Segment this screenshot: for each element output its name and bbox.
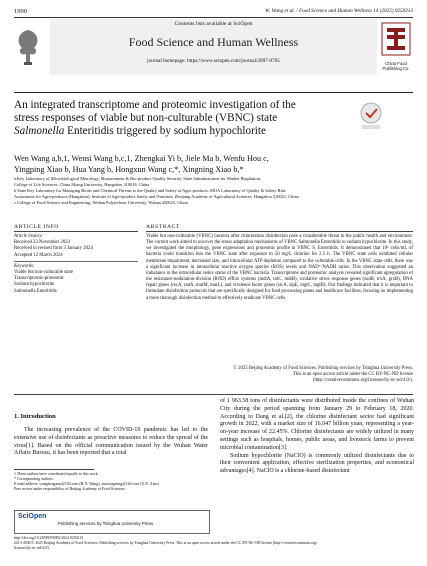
affiliation-line: a Key Laboratory of Microbiological Metrology, Measurement & Bio-product Quality Security, State Administration for Market Regulation, [14,176,261,181]
accepted-date: Accepted 12 March 2024 [14,252,63,258]
journal-homepage-link[interactable]: journal homepage: https://www.sciopen.com/journal/2097-0765 [147,58,280,64]
article-info-rule [14,231,138,232]
footnote-line: E-mail address: wanghongxun@163.com (H.X. Wang); xiaoxingning@126.com (X.N. Xiao) [14,482,159,486]
affiliation-line: c College of Food Science and Engineering, Wuhan Polytechnic University, Wuhan 430023, China [14,200,188,205]
doi-link[interactable]: http://doi.org/10.26599/FSHW.2024.9250213 [14,536,84,540]
footnote-line: 1 These authors have contributed equally to this work. [14,472,99,476]
running-header: W. Wang et al. / Food Science and Human Wellness 14 (2025) 9250213 [265,8,413,14]
affiliation-line: Assessment for Agro-products (Hangzhou), Institute of Agro-product Safety and Nutrition, Zhejiang Academy of Agricultural Sciences, Hangzhou 310021, China [14,194,299,199]
keyword: Sodium hypochlorite [14,282,55,288]
revised-date: Received in revised form 3 January 2024 [14,246,93,252]
abstract-heading: ABSTRACT [146,224,181,230]
article-info-divider [14,261,138,262]
check-for-updates-icon[interactable] [358,101,384,131]
footnote-line: * Corresponding authors. [14,477,54,481]
article-title [14,99,344,139]
keyword: Salmonella Enteritidis [14,288,57,294]
intro-paragraph: Sodium hypochlorite (NaClO) is commonly utilized disinfectants due to their convenient application, effective sterilization properties, and economical advantages[4]. NaClO is a chlorine-based disinfectant [220,452,414,475]
publisher-logo [377,22,415,78]
title-line-2: stress responses of viable but non-culturable (VBNC) state [14,112,278,125]
introduction-heading: 1. Introduction [14,413,56,420]
intro-paragraph: of 1 963.58 tons of disinfectants were distributed inside the confines of Wuhan City during the period spanning from January 29 to February 18, 2020. According to Dang et al.[2], the chlorine disinfectant sector had significant growth in 2022, with a market size of 16.047 billion yuan, representing a year-on-year increase of 22.45%. Chlorine disinfectants are widely utilized in many settings such as hospitals, homes, public areas, and livestock farms to prevent microbial contamination[3]. [220,398,414,451]
copyright-line-2: This is an open access article under the CC BY-NC-ND license [292,372,413,378]
banner-rule [14,92,413,93]
title-line-3-rest: Enteritidis triggered by sodium hypochlorite [64,125,266,138]
footnote-line: Peer review under responsibility of Beijing Academy of Food Sciences. [14,487,126,491]
abstract-bottom-rule [14,394,413,395]
header-rule [14,17,413,18]
article-info-heading: ARTICLE INFO [14,224,59,230]
publisher-emblem-icon [381,22,411,56]
sciopen-logo: SciOpen [18,513,47,520]
keyword: Transcriptomic-proteomic [14,276,65,282]
affiliation-line: b State Key Laboratory for Managing Biotic and Chemical Threats to the Quality and Safety of Agro-products, MOA Laboratory of Quality & Safety Risk [14,188,286,193]
title-species: Salmonella [14,125,65,138]
title-line-1: An integrated transcriptome and proteomic investigation of the [14,99,296,111]
journal-title: Food Science and Human Wellness [128,35,299,49]
footnotes [14,472,208,492]
bottom-license-line: licenses/by-nc-nd/4.0/). [14,545,50,550]
history-label: Article history: [14,234,44,239]
sciopen-publishing-text: Publishing services by Tsinghua University Press [58,521,154,526]
title-line-3 [14,125,344,138]
copyright-block [146,366,413,384]
article-info [14,234,138,295]
affiliations [14,176,414,206]
publisher-name-2: Publishing Co. [382,66,410,71]
affiliation-line: College of Life Sciences, China Jiliang University, Hangzhou 310018, China [14,182,150,187]
author-list [14,153,374,175]
abstract-text: Viable but non-culturable (VBNC) bacteria after chlorination disinfection pose a considerable threat to the public health and environment. The current work aimed to uncover the stress adaptation mechanisms of VBNC Salmonella Enteritidis to sodium hypochlorite. In this study, we investigated the morphology, gene expressions and proteomic profile in VBNC S. Enteritidis. It demonstrated that 10⁶ cells/mL of bacteria could transition into the VBNC state after exposure to 50 mg/L chlorine for 2.5 h. The VBNC state cells exhibited cellular membrane impairment, decreased size, and intracellular ATP depletion compared to the culturable cells. In the VBNC state cells, there was a significant increase in intracellular reactive oxygen species (ROS) levels and NAD⁺/NADH ratios. This observation suggested an imbalance in the intracellular redox status of the VBNC bacteria. Transcriptome and proteomic analysis revealed significant upregulation of the resistance-nodulation-division (RND) efflux systems (mdtA, tolC, mdtB), oxidative stress response genes (sodB, trxA, grxB), DNA repair genes (recA, radA, mutM, mutL), and virulence factor genes (sicA, sipE, mgtC, mgtB). Our findings indicated that it is important to formulate disinfection protocols that are specifically designed for food processing plants and healthcare facilities, focusing on implementing a more thorough disinfection method to effectively eradicate VBNC cells. [146,234,413,301]
publisher-name-1: China Food [385,61,407,66]
received-date: Received 23 November 2023 [14,240,71,246]
page-number: 1990 [14,8,27,15]
authors-line-2: Yingping Xiao b, Hua Yang b, Hongxun Wang c,*, Xingning Xiao b,* [14,165,244,174]
keyword: Viable but non-culturable state [14,270,73,276]
authors-line-1: Wen Wang a,b,1, Wensi Wang b,c,1, Zhengkai Yi b, Jiele Ma b, Wenfu Hou c, [14,154,269,163]
footnote-rule [14,469,94,470]
copyright-line-1: © 2025 Beijing Academy of Food Sciences. Publishing services by Tsinghua University Press. [233,366,413,371]
license-link[interactable]: (http://creativecommons.org/licenses/by-nc-nd/4.0/). [312,378,413,384]
contents-line: Contents lists available at SciOpen [174,21,253,27]
intro-column-2 [220,398,414,476]
doi-and-license [14,536,414,551]
bottom-license-line: 2213-4530/© 2025 Beijing Academy of Food Sciences. Publishing services by Tsinghua University Press. This is an open access article under the CC BY-NC-ND license (http://creativecommons.org/ [14,540,318,545]
keywords-label: Keywords: [14,263,35,269]
abstract-rule [146,231,413,232]
intro-column-1: The increasing prevalence of the COVID-19 pandemic has led to the extensive use of disinfectants as proactive measures to reduce the spread of the virus[1]. Based on the official communication issued by the Wuhan Water Affairs Bureau, it has been reported that a total [14,427,208,457]
